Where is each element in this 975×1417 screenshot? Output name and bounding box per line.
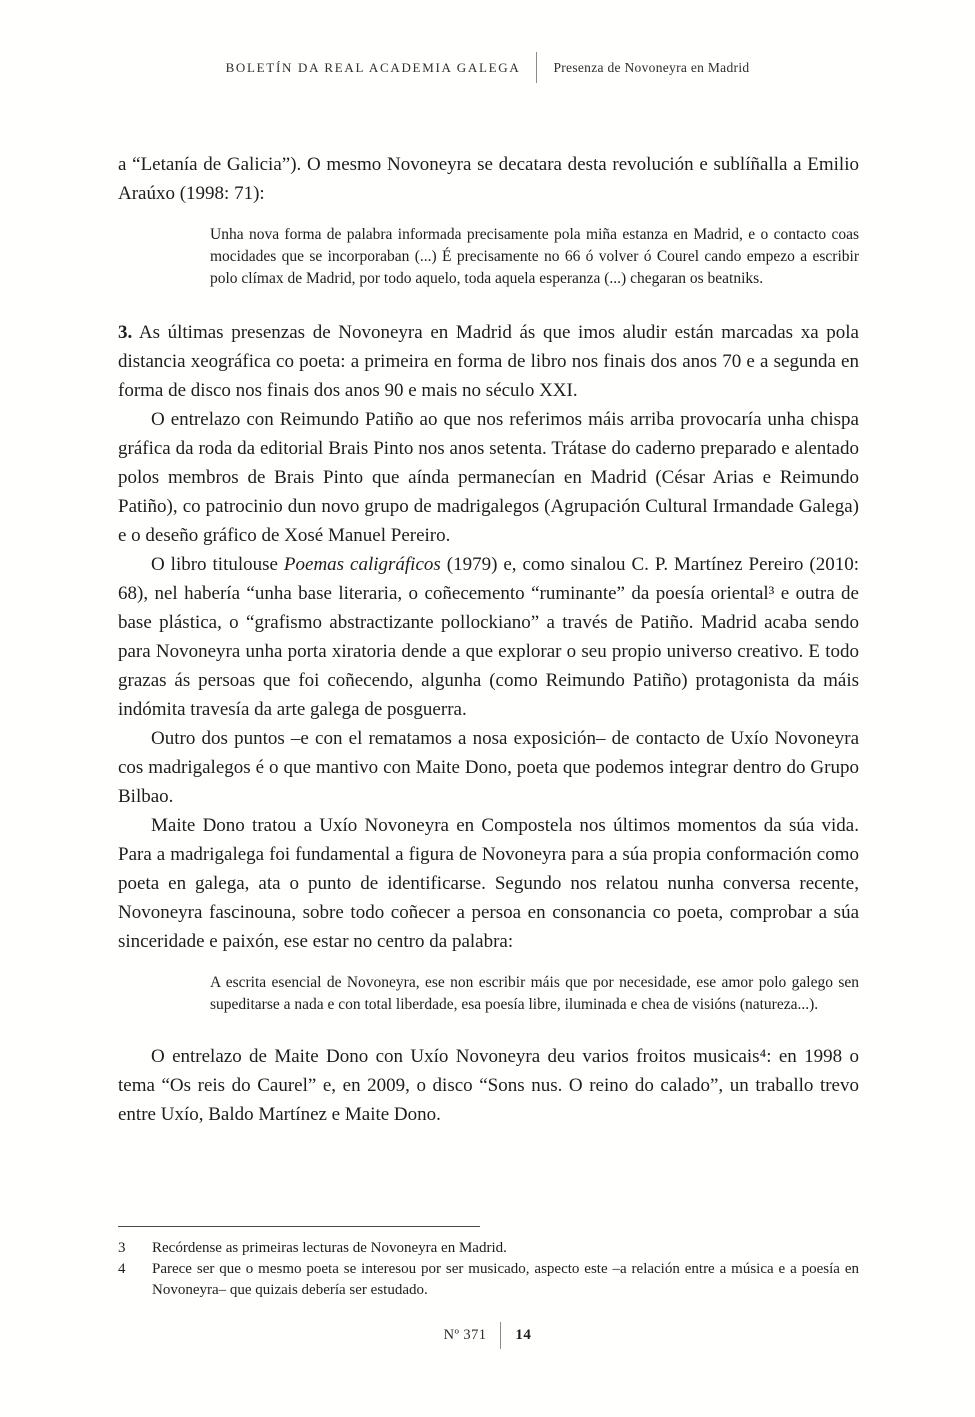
page-header — [0, 52, 975, 83]
page-footer — [0, 1322, 975, 1349]
blockquote-maite-dono: A escrita esencial de Novoneyra, ese non escribir máis que por necesidade, ese amor polo galego sen supeditarse a nada e con total liberdade, esa poesía libre, iluminada e chea de visións (natureza...). — [210, 974, 859, 1013]
book-title: Poemas caligráficos — [283, 554, 441, 575]
footnote-number: 4 — [118, 1261, 126, 1277]
footer-divider — [500, 1322, 501, 1349]
footnote-4 — [118, 1259, 859, 1301]
footnote-text: Recórdense as primeiras lecturas de Novoneyra en Madrid. — [152, 1240, 507, 1256]
blockquote-araux o: Unha nova forma de palabra informada precisamente pola miña estanza en Madrid, e o contacto coas mocidades que se incorporaban (...) É precisamente no 66 ó volver ó Courel cando empezo a escribir polo clímax de Madrid, por todo aquelo, toda aquela esperanza (...) chegaran os beatniks. — [210, 226, 859, 287]
footnote-rule — [118, 1226, 480, 1227]
header-divider — [536, 52, 537, 83]
page-number: 14 — [515, 1327, 532, 1343]
section-3-number: 3. — [118, 322, 133, 343]
paragraph-text: O libro titulouse — [151, 554, 284, 575]
footnote-number: 3 — [118, 1240, 126, 1256]
article-running-title: Presenza de Novoneyra en Madrid — [553, 59, 750, 75]
paragraph-froitos-musicais: O entrelazo de Maite Dono con Uxío Novoneyra deu varios froitos musicais⁴: en 1998 o tema “Os reis do Caurel” e, en 2009, o disco “Sons nus. O reino do calado”, un traballo trevo entre Uxío, Baldo Martínez e Maite Dono. — [118, 1046, 859, 1125]
paragraph-continuation: a “Letanía de Galicia”). O mesmo Novoneyra se decatara desta revolución e sublíñalla a Emilio Araúxo (1998: 71): — [118, 154, 859, 204]
paragraph-maite-dono-intro: Outro dos puntos –e con el rematamos a nosa exposición– de contacto de Uxío Novoneyra cos madrigalegos é o que mantivo con Maite Dono, poeta que podemos integrar dentro do Grupo Bilbao. — [118, 728, 859, 807]
paragraph-text: (1979) e, como sinalou C. P. Martínez Pereiro (2010: 68), nel habería “unha base literaria, o coñecemento “ruminante” da poesía oriental³ e outra de base plástica, o “grafismo abstractizante pollockiano” a través de Patiño. Madrid acaba sendo para Novoneyra unha porta xiratoria dende a que explorar o seu propio universo creativo. E todo grazas ás persoas que foi coñecendo, algunha (como Reimundo Patiño) protagonista da máis indómita travesía da arte galega de posguerra. — [118, 554, 859, 720]
paragraph-entrelazo-patino: O entrelazo con Reimundo Patiño ao que nos referimos máis arriba provocaría unha chispa gráfica da roda da editorial Brais Pinto nos anos setenta. Trátase do caderno preparado e alentado polos membros de Brais Pinto que aínda permanecían en Madrid (César Arias e Reimundo Patiño), co patrocinio dun novo grupo de madrigalegos (Agrupación Cultural Irmandade Galega) e o deseño gráfico de Xosé Manuel Pereiro. — [118, 409, 859, 546]
section-3-paragraph — [118, 318, 859, 405]
paragraph-maite-dono-compostela: Maite Dono tratou a Uxío Novoneyra en Compostela nos últimos momentos da súa vida. Para a madrigalega foi fundamental a figura de Novoneyra para a súa propia conformación como poeta en galega, ata o punto de identificarse. Segundo nos relatou nunha conversa recente, Novoneyra fascinouna, sobre todo coñecer a persoa en consonancia co poeta, comprobar a súa sinceridade e paixón, ese estar no centro da palabra: — [118, 815, 859, 952]
journal-name: BOLETÍN DA REAL ACADEMIA GALEGA — [225, 59, 521, 75]
section-3-text: As últimas presenzas de Novoneyra en Madrid ás que imos aludir están marcadas xa pola distancia xeográfica co poeta: a primeira en forma de libro nos finais dos anos 70 e a segunda en forma de disco nos finais dos anos 90 e mais no século XXI. — [118, 322, 859, 401]
issue-number: Nº 371 — [443, 1327, 487, 1343]
footnotes-section — [118, 1226, 859, 1301]
article-body — [118, 150, 859, 1216]
footnote-3 — [118, 1238, 859, 1259]
footnote-text: Parece ser que o mesmo poeta se interesou por ser musicado, aspecto este –a relación entre a música e a poesía en Novoneyra– que quizais debería ser estudado. — [152, 1261, 859, 1298]
paragraph-poemas-caligraficos — [118, 550, 859, 724]
